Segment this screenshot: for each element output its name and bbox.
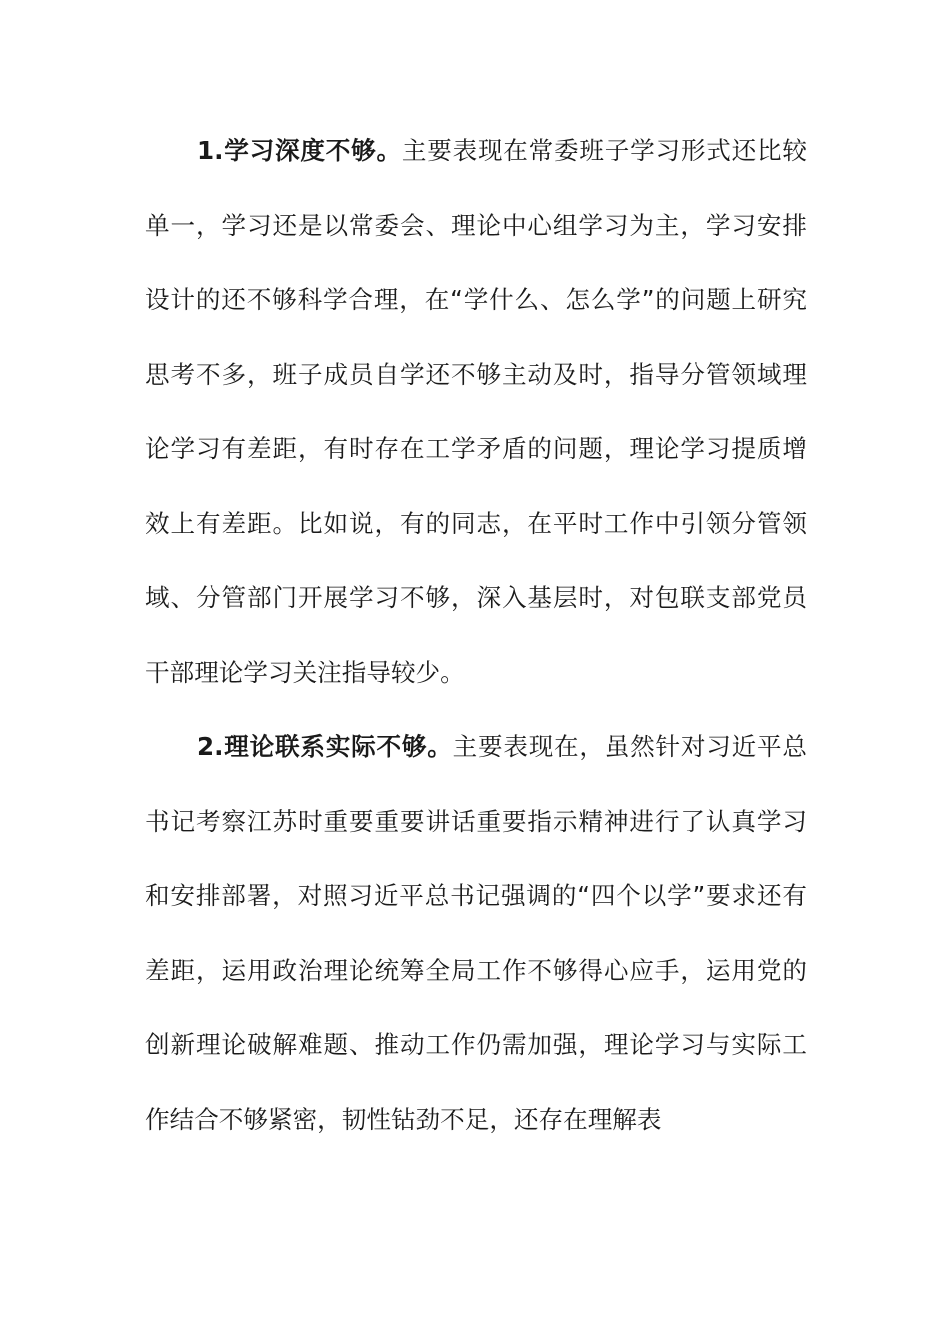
paragraph-heading: 2.理论联系实际不够。 <box>197 732 453 761</box>
document-body <box>145 114 807 1157</box>
paragraph-heading: 1.学习深度不够。 <box>197 136 402 165</box>
paragraph-text: 主要表现在，虽然针对习近平总书记考察江苏时重要重要讲话重要指示精神进行了认真学习和安排部署，对照习近平总书记强调的“四个以学”要求还有差距，运用政治理论统筹全局工作不够得心应手，运用党的创新理论破解难题、推动工作仍需加强，理论学习与实际工作结合不够紧密，韧性钻劲不足，还存在理解表 <box>145 732 807 1134</box>
paragraph-learning-depth <box>145 114 807 710</box>
paragraph-text: 主要表现在常委班子学习形式还比较单一，学习还是以常委会、理论中心组学习为主，学习安排设计的还不够科学合理，在“学什么、怎么学”的问题上研究思考不多，班子成员自学还不够主动及时，指导分管领域理论学习有差距，有时存在工学矛盾的问题，理论学习提质增效上有差距。比如说，有的同志，在平时工作中引领分管领域、分管部门开展学习不够，深入基层时，对包联支部党员干部理论学习关注指导较少。 <box>145 136 807 687</box>
paragraph-theory-practice <box>145 710 807 1157</box>
